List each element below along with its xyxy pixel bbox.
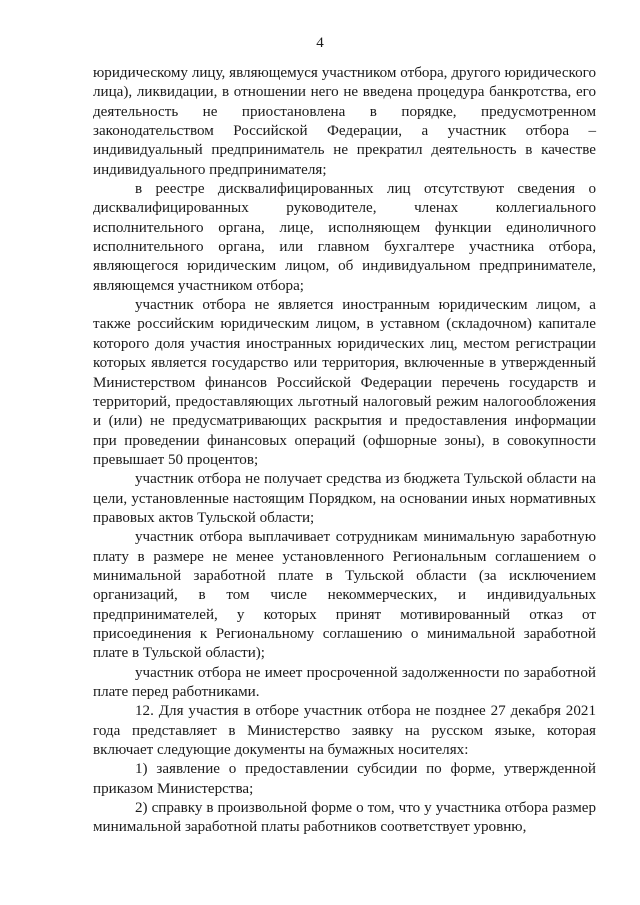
paragraph-foreign-entity: участник отбора не является иностранным юридическим лицом, а также российским юридическим лицом, в уставном (складочном) капитале которого доля участия иностранных юридических лиц, местом регистрации которых является государство или территория, включенные в утвержденный Министерством финансов Российской Федерации перечень государств и территорий, предоставляющих льготный налоговый режим налогообложения и (или) не предусматривающих раскрытия и предоставления информации при проведении финансовых операций (офшорные зоны), в совокупности превышает 50 процентов;	[93, 297, 596, 468]
paragraph-subsidy-statement: 1) заявление о предоставлении субсидии по форме, утвержденной приказом Министерства;	[93, 761, 596, 797]
page-number: 4	[316, 35, 324, 51]
paragraph-wage-certificate: 2) справку в произвольной форме о том, что у участника отбора размер минимальной заработной платы работников соответствует уровню,	[93, 800, 596, 836]
paragraph-wage-arrears: участник отбора не имеет просроченной задолженности по заработной плате перед работниками.	[93, 664, 596, 700]
paragraph-item-12-application: 12. Для участия в отборе участник отбора не позднее 27 декабря 2021 года представляет в Министерство заявку на русском языке, которая включает следующие документы на бумажных носителях:	[93, 703, 596, 759]
paragraph-legal-entity-status: юридическому лицу, являющемуся участником отбора, другого юридического лица), ликвидации, в отношении него не введена процедура банкротства, его деятельность не приостановлена в порядке, предусмотренном законодательством Российской Федерации, а участник отбора – индивидуальный предприниматель не прекратил деятельность в качестве индивидуального предпринимателя;	[93, 65, 596, 178]
paragraph-budget-funds: участник отбора не получает средства из бюджета Тульской области на цели, установленные настоящим Порядком, на основании иных нормативных правовых актов Тульской области;	[93, 471, 596, 526]
paragraph-minimum-wage: участник отбора выплачивает сотрудникам минимальную заработную плату в размере не менее установленного Региональным соглашением о минимальной заработной плате в Тульской области (за исключением организаций, в том числе некоммерческих, и индивидуальных предпринимателей, у которых принят мотивированный отказ от присоединения к Региональному соглашению о минимальной заработной плате в Тульской области);	[93, 529, 596, 662]
paragraph-disqualified-persons: в реестре дисквалифицированных лиц отсутствуют сведения о дисквалифицированных руководителе, членах коллегиального исполнительного органа, лице, исполняющем функции единоличного исполнительного органа, или главном бухгалтере участника отбора, являющегося юридическим лицом, об индивидуальном предпринимателе, являющемся участником отбора;	[93, 181, 596, 294]
document-body	[93, 64, 596, 838]
